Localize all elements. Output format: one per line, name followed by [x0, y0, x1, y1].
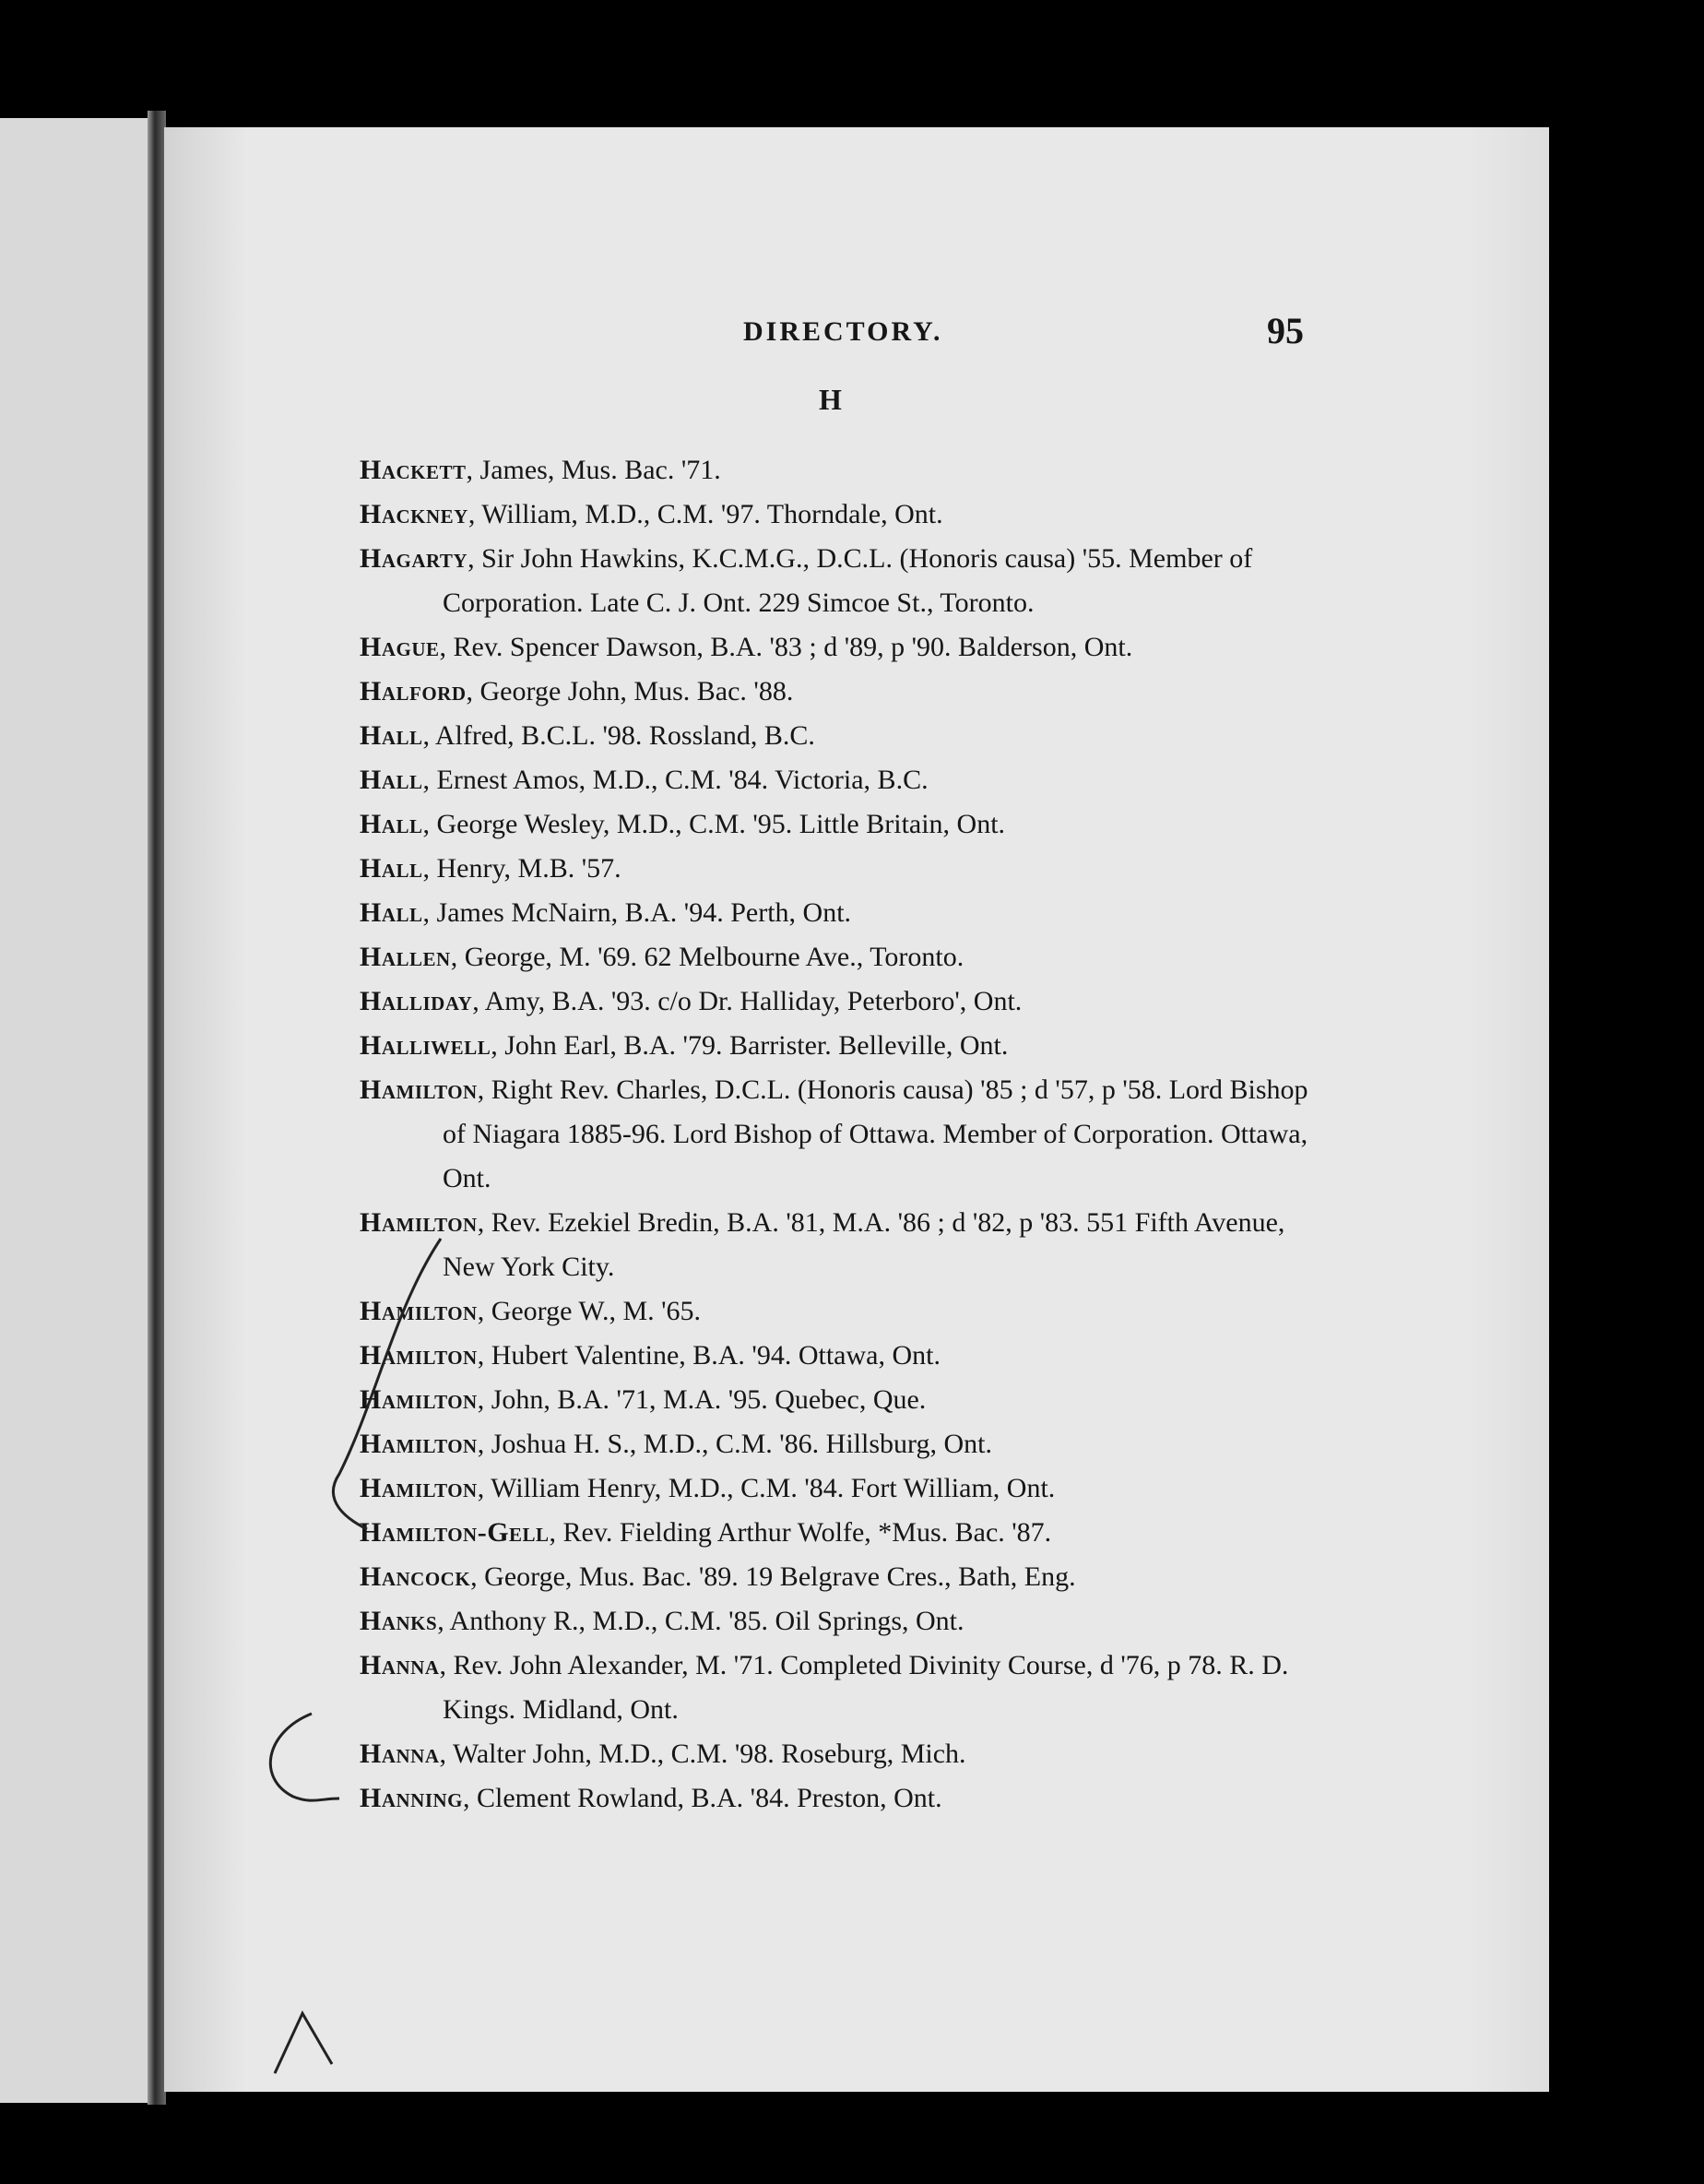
entry-surname: Hall	[360, 720, 423, 751]
entry-surname: Hanning	[360, 1783, 464, 1813]
caret-mark	[275, 2013, 332, 2073]
entry-details: , Rev. Spencer Dawson, B.A. '83 ; d '89, p '90. Balderson, Ont.	[439, 632, 1133, 662]
entry-surname: Halford	[360, 676, 467, 706]
page-number: 95	[1267, 310, 1304, 351]
entry-surname: Hall	[360, 809, 423, 839]
entry-details: , Henry, M.B. '57.	[422, 853, 621, 884]
entry-details: , Alfred, B.C.L. '98. Rossland, B.C.	[422, 720, 815, 751]
running-title: DIRECTORY.	[743, 316, 943, 347]
entry-details: , Anthony R., M.D., C.M. '85. Oil Springs, Ont.	[437, 1606, 964, 1636]
entry-surname: Halliwell	[360, 1030, 491, 1061]
entry-details: , James McNairn, B.A. '94. Perth, Ont.	[422, 897, 852, 928]
entry-surname: Hamilton	[360, 1207, 478, 1238]
entry-surname: Hanna	[360, 1650, 440, 1680]
entry-surname: Hamilton	[360, 1296, 478, 1326]
entry-details: , Right Rev. Charles, D.C.L. (Honoris causa) '85 ; d '57, p '58. Lord Bishop of Niagara 1885-96. Lord Bishop of Ottawa. Member of Corporation. Ottawa, Ont.	[443, 1074, 1308, 1193]
facing-page-edge	[0, 118, 155, 2103]
entry-details: , William Henry, M.D., C.M. '84. Fort William, Ont.	[477, 1473, 1056, 1503]
entry-surname: Hall	[360, 765, 423, 795]
entry-details: , George, M. '69. 62 Melbourne Ave., Toronto.	[450, 942, 964, 972]
margin-curve-mark	[333, 1239, 441, 1529]
section-letter: H	[819, 383, 842, 416]
entry-details: , Ernest Amos, M.D., C.M. '84. Victoria, B.C.	[422, 765, 929, 795]
entry-surname: Halliday	[360, 986, 473, 1016]
entry-details: , George Wesley, M.D., C.M. '95. Little Britain, Ont.	[422, 809, 1006, 839]
directory-page	[164, 127, 1549, 2092]
entry-details: , John Earl, B.A. '79. Barrister. Belleville, Ont.	[491, 1030, 1009, 1061]
entry-surname: Hamilton	[360, 1384, 478, 1415]
entry-details: , George John, Mus. Bac. '88.	[466, 676, 794, 706]
entry-details: , Amy, B.A. '93. c/o Dr. Halliday, Peterboro', Ont.	[472, 986, 1023, 1016]
entry-surname: Hamilton	[360, 1074, 478, 1105]
entry-details: , James, Mus. Bac. '71.	[466, 455, 721, 485]
entry-surname: Hanks	[360, 1606, 438, 1636]
entry-details: , John, B.A. '71, M.A. '95. Quebec, Que.	[477, 1384, 927, 1415]
entry-details: , Hubert Valentine, B.A. '94. Ottawa, Ont.	[477, 1340, 941, 1371]
entry-surname: Hall	[360, 853, 423, 884]
entry-details: , Rev. Ezekiel Bredin, B.A. '81, M.A. '86 ; d '82, p '83. 551 Fifth Avenue, New York City.	[443, 1207, 1285, 1282]
entry-details: , George W., M. '65.	[477, 1296, 702, 1326]
entry-surname: Hackney	[360, 499, 468, 529]
entry-surname: Hanna	[360, 1739, 440, 1769]
pencil-marks	[164, 127, 1549, 2092]
entry-surname: Hallen	[360, 942, 451, 972]
entry-surname: Hall	[360, 897, 423, 928]
entry-surname: Hague	[360, 632, 440, 662]
entry-surname: Hamilton-Gell	[360, 1517, 550, 1548]
book-gutter	[148, 111, 166, 2105]
entry-surname: Hamilton	[360, 1340, 478, 1371]
entry-surname: Hamilton	[360, 1429, 478, 1459]
entry-surname: Hamilton	[360, 1473, 478, 1503]
entry-surname: Hackett	[360, 455, 467, 485]
entry-details: , William, M.D., C.M. '97. Thorndale, Ont.	[467, 499, 943, 529]
entry-details: , Rev. John Alexander, M. '71. Completed Divinity Course, d '76, p 78. R. D. Kings. Midland, Ont.	[439, 1650, 1289, 1725]
bracket-mark	[270, 1714, 339, 1800]
entry-surname: Hancock	[360, 1561, 471, 1592]
entry-surname: Hagarty	[360, 543, 468, 574]
entry-details: , Sir John Hawkins, K.C.M.G., D.C.L. (Honoris causa) '55. Member of Corporation. Late C. J. Ont. 229 Simcoe St., Toronto.	[443, 543, 1253, 618]
entry-details: , George, Mus. Bac. '89. 19 Belgrave Cres., Bath, Eng.	[470, 1561, 1076, 1592]
entry-details: , Clement Rowland, B.A. '84. Preston, Ont.	[463, 1783, 942, 1813]
entry-details: , Walter John, M.D., C.M. '98. Roseburg, Mich.	[439, 1739, 966, 1769]
entry-details: , Joshua H. S., M.D., C.M. '86. Hillsburg, Ont.	[477, 1429, 992, 1459]
entry-details: , Rev. Fielding Arthur Wolfe, *Mus. Bac. '87.	[549, 1517, 1052, 1548]
